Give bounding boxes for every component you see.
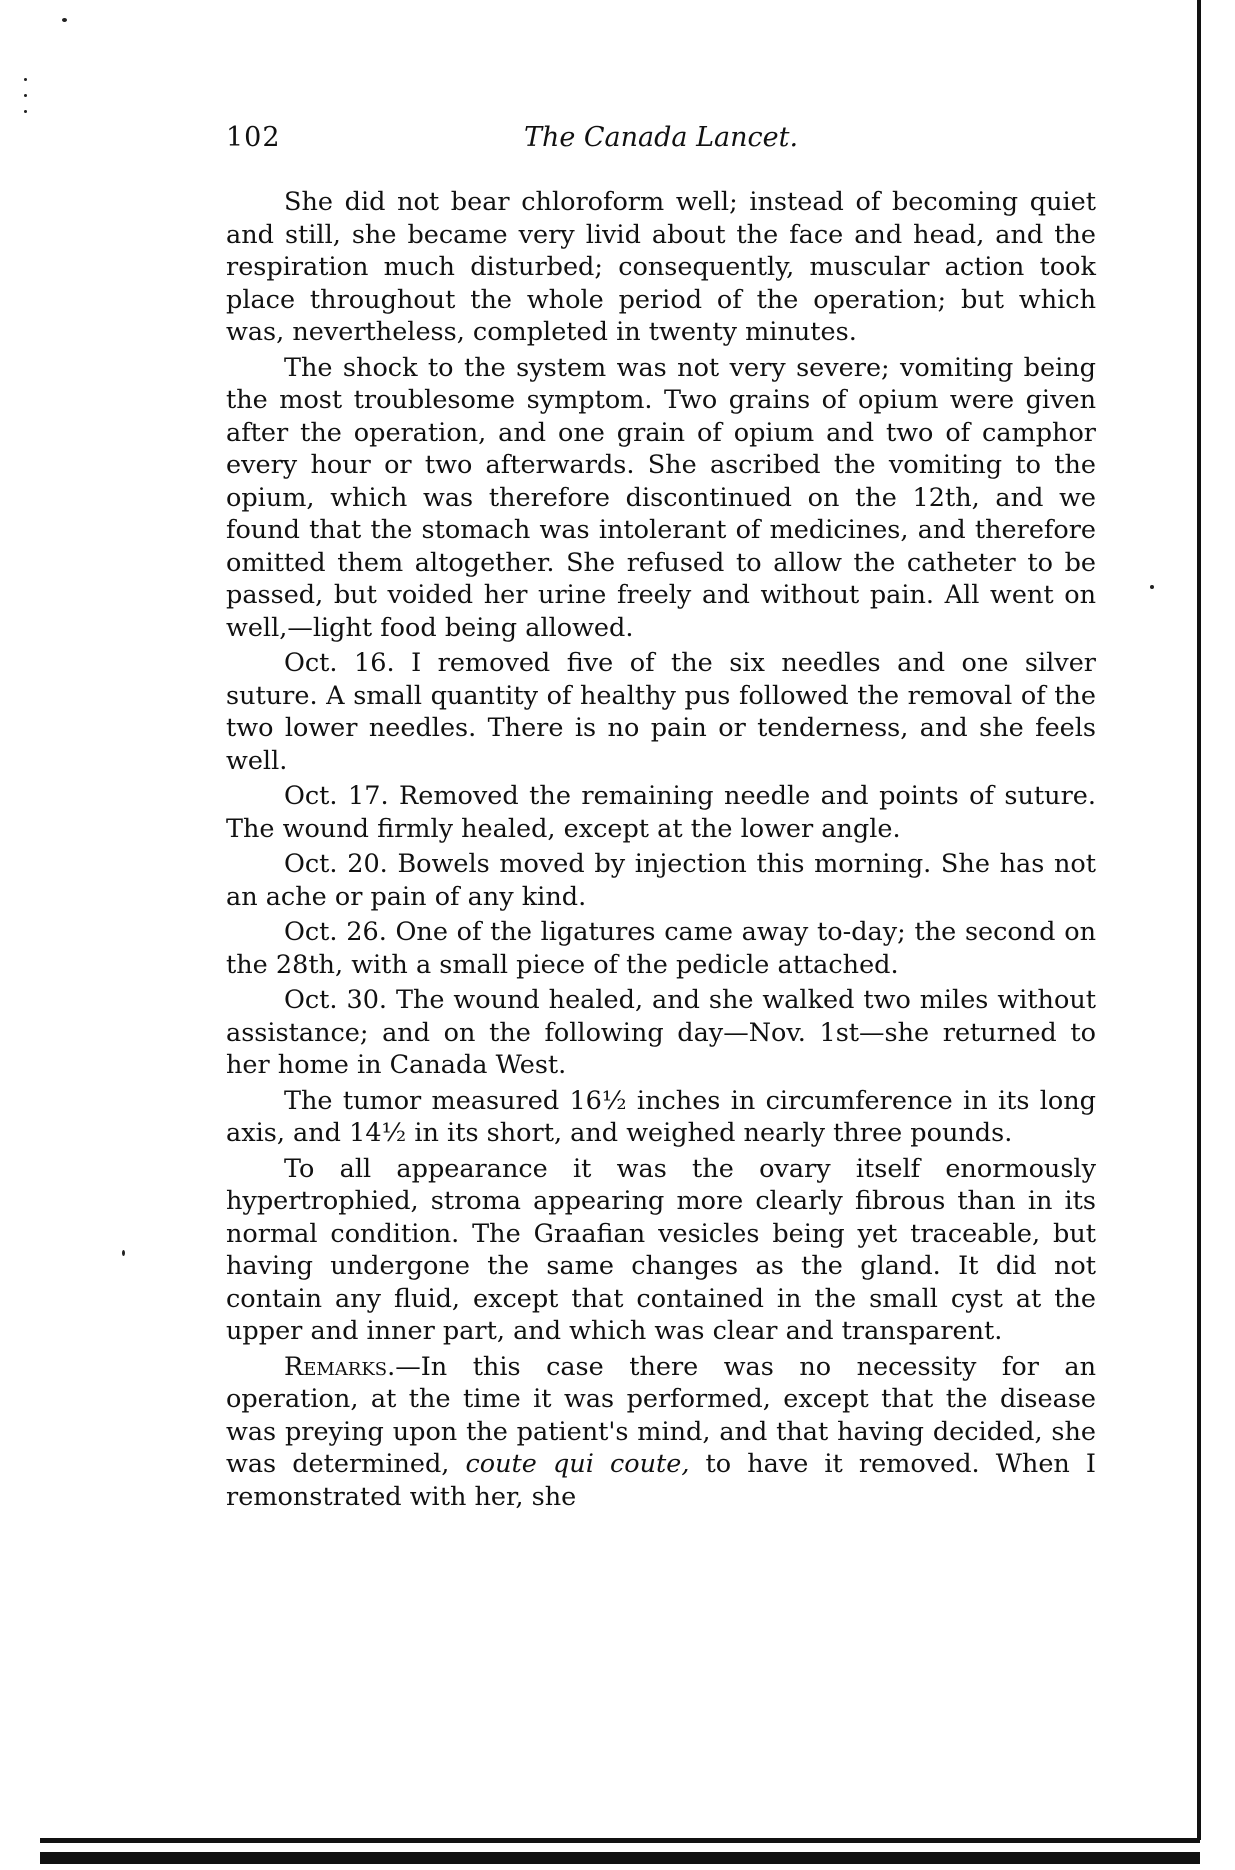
paragraph-appearance: To all appearance it was the ovary itself enormously hypertrophied, stroma appearing more clearly fibrous than in its normal condition. The Graafian vesicles being yet traceable, but having undergone the same changes as the gland. It did not contain any fluid, except that contained in the small cyst at the upper and inner part, and which was clear and transparent. xyxy=(226,1153,1096,1346)
article-body xyxy=(226,186,1096,1516)
paragraph-shock: The shock to the system was not very severe; vomiting being the most troublesome symptom. Two grains of opium were given after the operation, and one grain of opium and two of camphor every hour or two afterwards. She ascribed the vomiting to the opium, which was therefore discontinued on the 12th, and we found that the stomach was intolerant of medicines, and therefore omitted them altogether. She refused to allow the catheter to be passed, but voided her urine freely and without pain. All went on well,—light food being allowed. xyxy=(226,352,1096,643)
scan-speck xyxy=(62,18,67,22)
paragraph-oct-30: Oct. 30. The wound healed, and she walked two miles without assistance; and on the following day—Nov. 1st—she returned to her home in Canada West. xyxy=(226,985,1096,1080)
remarks-text: —In this case there was no necessity for an operation, at the time it was performed, except that the disease was preying upon the patient's mind, and that having decided, she was determined, xyxy=(226,1351,1096,1479)
paragraph-oct-16: Oct. 16. I removed five of the six needles and one silver suture. A small quantity of healthy pus followed the removal of the two lower needles. There is no pain or tenderness, and she feels well. xyxy=(226,648,1096,776)
scan-speck xyxy=(122,1250,125,1256)
paragraph-chloroform: She did not bear chloroform well; instead of becoming quiet and still, she became very livid about the face and head, and the respiration much disturbed; consequently, muscular action took place throughout the whole period of the operation; but which was, nevertheless, completed in twenty minutes. xyxy=(226,187,1096,347)
paragraph-oct-17: Oct. 17. Removed the remaining needle and points of suture. The wound firmly healed, except at the lower angle. xyxy=(226,781,1096,844)
remarks-label: Remarks. xyxy=(284,1351,396,1382)
paragraph-tumor-measurement: The tumor measured 16½ inches in circumference in its long axis, and 14½ in its short, and weighed nearly three pounds. xyxy=(226,1085,1096,1148)
journal-title: The Canada Lancet. xyxy=(523,122,799,153)
scan-speck xyxy=(24,94,27,97)
scan-edge-bottom-thick xyxy=(40,1852,1200,1864)
paragraph-remarks xyxy=(226,1351,1096,1514)
scan-speck xyxy=(24,110,27,113)
page-number: 102 xyxy=(226,122,281,153)
page-header xyxy=(226,122,1096,162)
paragraph-oct-20: Oct. 20. Bowels moved by injection this morning. She has not an ache or pain of any kind. xyxy=(226,849,1096,912)
paragraph-oct-26: Oct. 26. One of the ligatures came away to-day; the second on the 28th, with a small piece of the pedicle attached. xyxy=(226,917,1096,980)
scan-speck xyxy=(1150,585,1154,589)
scan-edge-bottom-thin xyxy=(40,1838,1200,1843)
scan-speck xyxy=(24,78,27,81)
remarks-italic-phrase: coute qui coute, xyxy=(465,1449,690,1479)
remarks-text-end: to have it removed. When I remonstrated with her, she xyxy=(226,1449,1096,1512)
scan-edge-right xyxy=(1197,0,1201,1840)
